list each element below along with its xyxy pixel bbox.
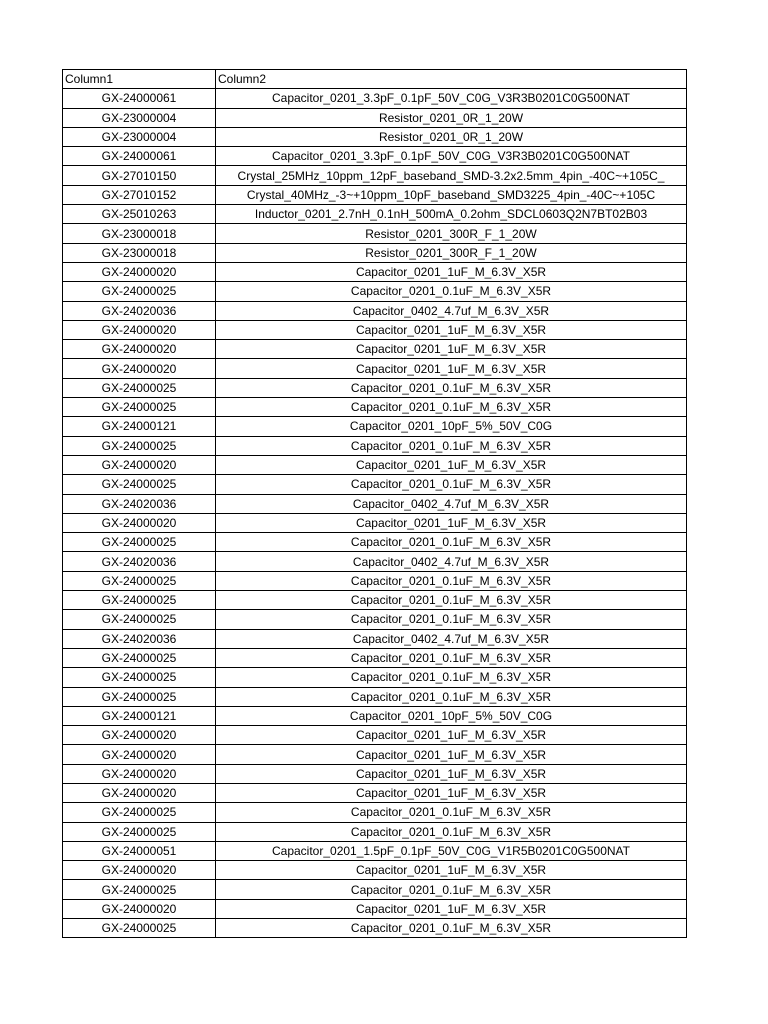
table-row <box>63 320 687 339</box>
table-row <box>63 340 687 359</box>
part-number-cell: GX-24000025 <box>63 668 216 687</box>
description-cell: Capacitor_0201_0.1uF_M_6.3V_X5R <box>216 668 687 687</box>
description-cell: Capacitor_0201_1uF_M_6.3V_X5R <box>216 899 687 918</box>
part-number-cell: GX-24000020 <box>63 899 216 918</box>
table-row <box>63 687 687 706</box>
part-number-cell: GX-24000020 <box>63 262 216 281</box>
part-number-cell: GX-24000121 <box>63 417 216 436</box>
part-number-cell: GX-24000020 <box>63 320 216 339</box>
part-number-cell: GX-24000025 <box>63 822 216 841</box>
table-row <box>63 378 687 397</box>
description-cell: Capacitor_0201_1.5pF_0.1pF_50V_C0G_V1R5B0201C0G500NAT <box>216 841 687 860</box>
part-number-cell: GX-24000025 <box>63 919 216 938</box>
description-cell: Capacitor_0201_1uF_M_6.3V_X5R <box>216 340 687 359</box>
part-number-cell: GX-27010152 <box>63 185 216 204</box>
description-cell: Capacitor_0201_1uF_M_6.3V_X5R <box>216 262 687 281</box>
description-cell: Capacitor_0201_10pF_5%_50V_C0G <box>216 417 687 436</box>
part-number-cell: GX-24000025 <box>63 610 216 629</box>
table-row <box>63 147 687 166</box>
description-cell: Capacitor_0201_0.1uF_M_6.3V_X5R <box>216 591 687 610</box>
part-number-cell: GX-24000025 <box>63 282 216 301</box>
table-row <box>63 185 687 204</box>
part-number-cell: GX-24000025 <box>63 687 216 706</box>
table-row <box>63 610 687 629</box>
table-row <box>63 455 687 474</box>
part-number-cell: GX-24000061 <box>63 89 216 108</box>
description-cell: Capacitor_0201_0.1uF_M_6.3V_X5R <box>216 436 687 455</box>
part-number-cell: GX-24020036 <box>63 629 216 648</box>
table-row <box>63 262 687 281</box>
table-row <box>63 668 687 687</box>
table-row <box>63 89 687 108</box>
table-row <box>63 591 687 610</box>
part-number-cell: GX-24000051 <box>63 841 216 860</box>
description-cell: Capacitor_0402_4.7uf_M_6.3V_X5R <box>216 494 687 513</box>
table-row <box>63 513 687 532</box>
description-cell: Capacitor_0201_0.1uF_M_6.3V_X5R <box>216 919 687 938</box>
table-body <box>63 89 687 938</box>
table-row <box>63 899 687 918</box>
part-number-cell: GX-27010150 <box>63 166 216 185</box>
part-number-cell: GX-24000025 <box>63 398 216 417</box>
description-cell: Crystal_40MHz_-3~+10ppm_10pF_baseband_SMD3225_4pin_-40C~+105C <box>216 185 687 204</box>
header-row <box>63 70 687 89</box>
description-cell: Capacitor_0201_10pF_5%_50V_C0G <box>216 706 687 725</box>
table-row <box>63 629 687 648</box>
part-number-cell: GX-24020036 <box>63 494 216 513</box>
description-cell: Capacitor_0201_1uF_M_6.3V_X5R <box>216 861 687 880</box>
description-cell: Capacitor_0201_3.3pF_0.1pF_50V_C0G_V3R3B0201C0G500NAT <box>216 89 687 108</box>
part-number-cell: GX-24000020 <box>63 455 216 474</box>
table-row <box>63 417 687 436</box>
part-number-cell: GX-24000025 <box>63 803 216 822</box>
table-row <box>63 571 687 590</box>
table-row <box>63 706 687 725</box>
table-row <box>63 436 687 455</box>
part-number-cell: GX-24000025 <box>63 475 216 494</box>
description-cell: Capacitor_0201_0.1uF_M_6.3V_X5R <box>216 282 687 301</box>
description-cell: Resistor_0201_300R_F_1_20W <box>216 243 687 262</box>
description-cell: Capacitor_0201_1uF_M_6.3V_X5R <box>216 783 687 802</box>
table-row <box>63 745 687 764</box>
part-number-cell: GX-23000004 <box>63 127 216 146</box>
table-row <box>63 166 687 185</box>
table-row <box>63 841 687 860</box>
description-cell: Capacitor_0201_0.1uF_M_6.3V_X5R <box>216 880 687 899</box>
part-number-cell: GX-24000020 <box>63 359 216 378</box>
part-number-cell: GX-23000018 <box>63 243 216 262</box>
description-cell: Capacitor_0402_4.7uf_M_6.3V_X5R <box>216 301 687 320</box>
table-row <box>63 301 687 320</box>
part-number-cell: GX-24000020 <box>63 340 216 359</box>
part-number-cell: GX-24000025 <box>63 591 216 610</box>
part-number-cell: GX-24000020 <box>63 726 216 745</box>
table-row <box>63 127 687 146</box>
description-cell: Capacitor_0201_1uF_M_6.3V_X5R <box>216 764 687 783</box>
table-row <box>63 108 687 127</box>
table-row <box>63 783 687 802</box>
part-number-cell: GX-24000061 <box>63 147 216 166</box>
part-number-cell: GX-24020036 <box>63 552 216 571</box>
column2-header: Column2 <box>216 70 687 89</box>
description-cell: Capacitor_0201_0.1uF_M_6.3V_X5R <box>216 475 687 494</box>
part-number-cell: GX-24000025 <box>63 378 216 397</box>
table-row <box>63 861 687 880</box>
part-number-cell: GX-24000020 <box>63 745 216 764</box>
description-cell: Capacitor_0201_1uF_M_6.3V_X5R <box>216 359 687 378</box>
part-number-cell: GX-24000020 <box>63 513 216 532</box>
part-number-cell: GX-24000020 <box>63 764 216 783</box>
part-number-cell: GX-24000020 <box>63 783 216 802</box>
part-number-cell: GX-24000025 <box>63 436 216 455</box>
description-cell: Capacitor_0402_4.7uf_M_6.3V_X5R <box>216 552 687 571</box>
column1-header: Column1 <box>63 70 216 89</box>
description-cell: Capacitor_0201_0.1uF_M_6.3V_X5R <box>216 533 687 552</box>
description-cell: Capacitor_0201_0.1uF_M_6.3V_X5R <box>216 378 687 397</box>
table-row <box>63 919 687 938</box>
description-cell: Resistor_0201_0R_1_20W <box>216 127 687 146</box>
part-number-cell: GX-24000025 <box>63 648 216 667</box>
table-row <box>63 726 687 745</box>
description-cell: Capacitor_0201_3.3pF_0.1pF_50V_C0G_V3R3B0201C0G500NAT <box>216 147 687 166</box>
table-row <box>63 533 687 552</box>
table-row <box>63 475 687 494</box>
description-cell: Capacitor_0402_4.7uf_M_6.3V_X5R <box>216 629 687 648</box>
part-number-cell: GX-24000020 <box>63 861 216 880</box>
description-cell: Capacitor_0201_1uF_M_6.3V_X5R <box>216 320 687 339</box>
part-number-cell: GX-24000025 <box>63 533 216 552</box>
table-row <box>63 764 687 783</box>
description-cell: Capacitor_0201_0.1uF_M_6.3V_X5R <box>216 822 687 841</box>
table-row <box>63 243 687 262</box>
description-cell: Capacitor_0201_0.1uF_M_6.3V_X5R <box>216 687 687 706</box>
table-row <box>63 359 687 378</box>
description-cell: Capacitor_0201_1uF_M_6.3V_X5R <box>216 745 687 764</box>
table-row <box>63 224 687 243</box>
table-row <box>63 803 687 822</box>
part-number-cell: GX-24000025 <box>63 880 216 899</box>
table-row <box>63 398 687 417</box>
description-cell: Capacitor_0201_1uF_M_6.3V_X5R <box>216 455 687 474</box>
part-number-cell: GX-25010263 <box>63 205 216 224</box>
description-cell: Capacitor_0201_0.1uF_M_6.3V_X5R <box>216 571 687 590</box>
part-number-cell: GX-24000025 <box>63 571 216 590</box>
description-cell: Capacitor_0201_0.1uF_M_6.3V_X5R <box>216 610 687 629</box>
description-cell: Inductor_0201_2.7nH_0.1nH_500mA_0.2ohm_SDCL0603Q2N7BT02B03 <box>216 205 687 224</box>
part-number-cell: GX-23000018 <box>63 224 216 243</box>
table-row <box>63 822 687 841</box>
description-cell: Resistor_0201_300R_F_1_20W <box>216 224 687 243</box>
table-row <box>63 648 687 667</box>
table-row <box>63 282 687 301</box>
part-number-cell: GX-24020036 <box>63 301 216 320</box>
table-row <box>63 205 687 224</box>
part-number-cell: GX-23000004 <box>63 108 216 127</box>
table-row <box>63 880 687 899</box>
description-cell: Capacitor_0201_1uF_M_6.3V_X5R <box>216 513 687 532</box>
description-cell: Capacitor_0201_0.1uF_M_6.3V_X5R <box>216 648 687 667</box>
description-cell: Crystal_25MHz_10ppm_12pF_baseband_SMD-3.2x2.5mm_4pin_-40C~+105C_ <box>216 166 687 185</box>
description-cell: Capacitor_0201_0.1uF_M_6.3V_X5R <box>216 803 687 822</box>
table-row <box>63 494 687 513</box>
table-row <box>63 552 687 571</box>
description-cell: Resistor_0201_0R_1_20W <box>216 108 687 127</box>
parts-table <box>62 69 687 938</box>
description-cell: Capacitor_0201_1uF_M_6.3V_X5R <box>216 726 687 745</box>
description-cell: Capacitor_0201_0.1uF_M_6.3V_X5R <box>216 398 687 417</box>
part-number-cell: GX-24000121 <box>63 706 216 725</box>
